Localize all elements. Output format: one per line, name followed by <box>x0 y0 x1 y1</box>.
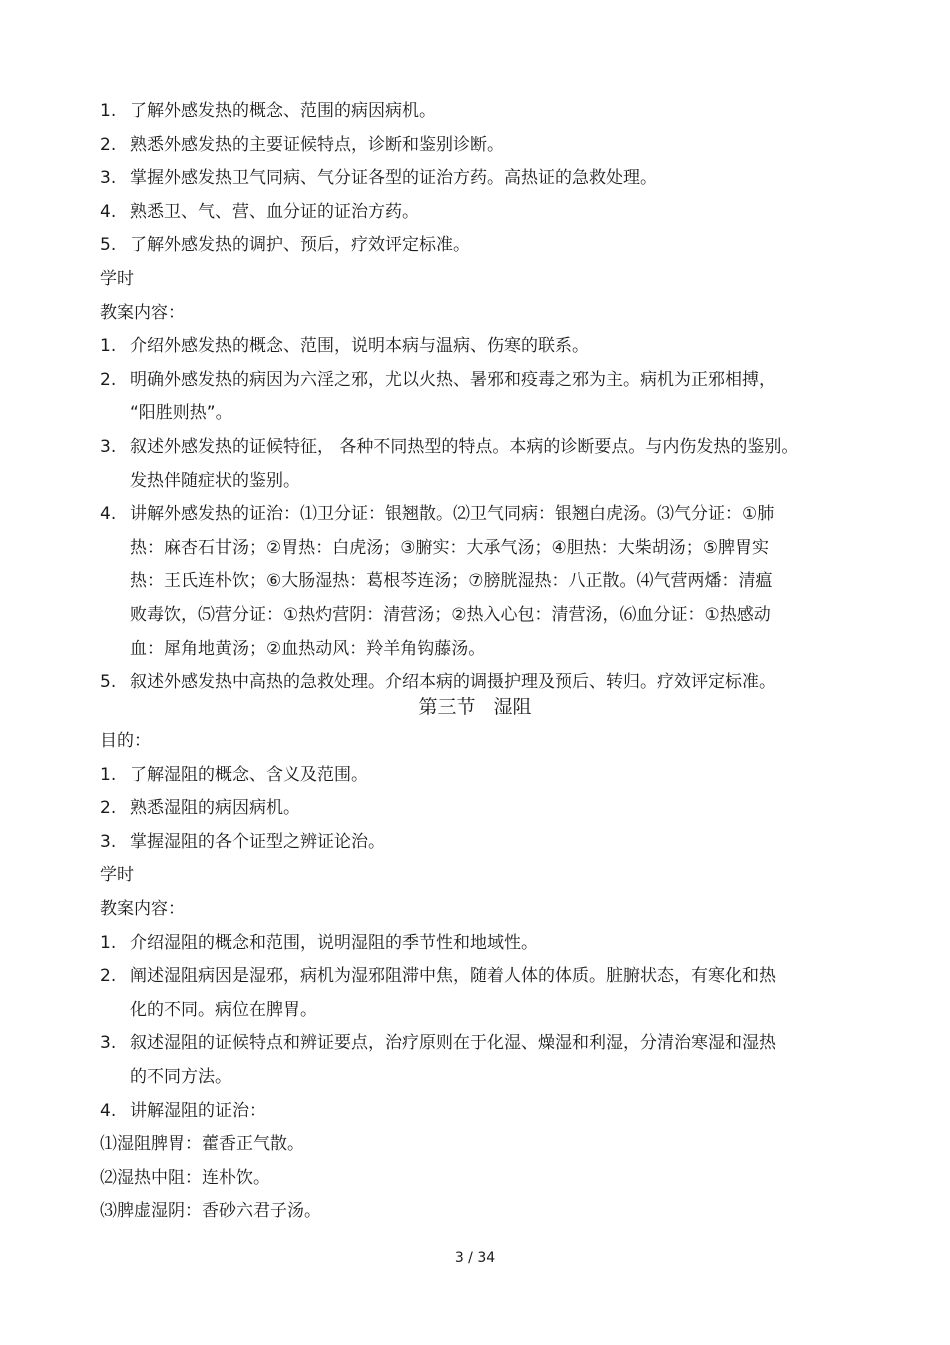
text-line <box>100 993 840 1027</box>
text-line <box>100 228 840 262</box>
line-text: 掌握湿阻的各个证型之辨证论治。 <box>130 831 385 852</box>
line-text: 讲解湿阻的证治： <box>130 1100 266 1121</box>
list-number: 2. <box>100 134 117 155</box>
text-line <box>100 94 840 128</box>
text-line <box>100 1194 840 1228</box>
page-number: 3 / 34 <box>454 1250 496 1266</box>
text-line <box>100 1094 840 1128</box>
line-text: 目的： <box>100 731 151 751</box>
text-line <box>100 1060 840 1094</box>
line-text: 熟悉卫、气、营、血分证的证治方药。 <box>130 201 419 222</box>
line-text: 学时 <box>100 865 134 886</box>
text-line <box>100 632 840 666</box>
line-text: 叙述外感发热的证候特征， 各种不同热型的特点。本病的诊断要点。与内伤发热的鉴别。 <box>130 437 799 457</box>
line-text: ⑵湿热中阻：连朴饮。 <box>100 1167 270 1188</box>
text-line <box>100 791 840 825</box>
text-line <box>100 363 840 397</box>
line-text: 介绍湿阻的概念和范围，说明湿阻的季节性和地域性。 <box>130 932 538 953</box>
line-text: 血：犀角地黄汤；②血热动风：羚羊角钩藤汤。 <box>130 638 486 659</box>
list-number: 2. <box>100 966 117 987</box>
list-number: 4. <box>100 504 117 525</box>
line-text: 阐述湿阻病因是湿邪，病机为湿邪阻滞中焦，随着人体的体质。脏腑状态，有寒化和热 <box>130 966 776 987</box>
list-number: 5. <box>100 235 117 256</box>
text-line <box>100 926 840 960</box>
text-line <box>100 1161 840 1195</box>
line-text: 热：王氏连朴饮；⑥大肠湿热：葛根芩连汤；⑦膀胱湿热：八正散。⑷气营两燔：清瘟 <box>130 571 773 592</box>
list-number: 3. <box>100 437 117 457</box>
line-text: 叙述湿阻的证候特点和辨证要点，治疗原则在于化湿、燥湿和利湿，分清治寒湿和湿热 <box>130 1033 776 1054</box>
line-text: 熟悉外感发热的主要证候特点，诊断和鉴别诊断。 <box>130 134 504 155</box>
line-text: ⑴湿阻脾胃：藿香正气散。 <box>100 1134 304 1155</box>
list-number: 1. <box>100 764 117 785</box>
line-text: ⑶脾虚湿阴：香砂六君子汤。 <box>100 1201 321 1222</box>
list-number: 4. <box>100 201 117 222</box>
line-text: 的不同方法。 <box>130 1067 232 1087</box>
text-line <box>100 497 840 531</box>
line-text: 热：麻杏石甘汤；②胃热：白虎汤；③腑实：大承气汤；④胆热：大柴胡汤；⑤脾胃实 <box>130 537 769 558</box>
text-line <box>100 598 840 632</box>
line-text: “阳胜则热”。 <box>130 403 233 424</box>
section-heading: 第三节 湿阻 <box>418 696 532 718</box>
line-text: 败毒饮，⑸营分证：①热灼营阴：清营汤；②热入心包：清营汤，⑹血分证：①热感动 <box>130 605 771 625</box>
text-line <box>100 430 840 464</box>
line-text: 了解湿阻的概念、含义及范围。 <box>130 764 368 785</box>
line-text: 叙述外感发热中高热的急救处理。介绍本病的调摄护理及预后、转归。疗效评定标准。 <box>130 672 776 693</box>
text-line <box>100 959 840 993</box>
text-line <box>100 758 840 792</box>
line-text: 了解外感发热的调护、预后，疗效评定标准。 <box>130 235 470 256</box>
list-number: 4. <box>100 1100 117 1121</box>
line-text: 讲解外感发热的证治：⑴卫分证：银翘散。⑵卫气同病：银翘白虎汤。⑶气分证：①肺 <box>130 504 775 525</box>
list-number: 1. <box>100 101 117 121</box>
text-line <box>100 1026 840 1060</box>
list-number: 3. <box>100 831 117 852</box>
text-line <box>100 825 840 859</box>
text-line <box>100 892 840 926</box>
text-line <box>100 128 840 162</box>
text-line <box>100 531 840 565</box>
line-text: 教案内容： <box>100 899 185 919</box>
text-line <box>100 564 840 598</box>
text-line <box>100 396 840 430</box>
list-number: 5. <box>100 672 117 693</box>
text-line <box>100 161 840 195</box>
list-number: 3. <box>100 168 117 189</box>
text-line <box>100 1127 840 1161</box>
line-text: 化的不同。病位在脾胃。 <box>130 999 317 1020</box>
text-line <box>100 262 840 296</box>
line-text: 了解外感发热的概念、范围的病因病机。 <box>130 101 436 121</box>
text-line <box>100 296 840 330</box>
list-number: 2. <box>100 369 117 390</box>
line-text: 发热伴随症状的鉴别。 <box>130 470 300 491</box>
text-line <box>100 195 840 229</box>
line-text: 学时 <box>100 269 134 289</box>
list-number: 1. <box>100 932 117 953</box>
line-text: 熟悉湿阻的病因病机。 <box>130 798 300 819</box>
list-number: 2. <box>100 798 117 819</box>
list-number: 3. <box>100 1033 117 1054</box>
line-text: 教案内容： <box>100 302 185 323</box>
line-text: 明确外感发热的病因为六淫之邪，尤以火热、暑邪和疫毒之邪为主。病机为正邪相搏， <box>130 369 776 390</box>
line-text: 掌握外感发热卫气同病、气分证各型的证治方药。高热证的急救处理。 <box>130 168 657 189</box>
text-line <box>100 858 840 892</box>
list-number: 1. <box>100 336 117 357</box>
text-line <box>100 329 840 363</box>
text-line <box>100 464 840 498</box>
line-text: 介绍外感发热的概念、范围，说明本病与温病、伤寒的联系。 <box>130 336 589 357</box>
text-line <box>100 724 840 758</box>
